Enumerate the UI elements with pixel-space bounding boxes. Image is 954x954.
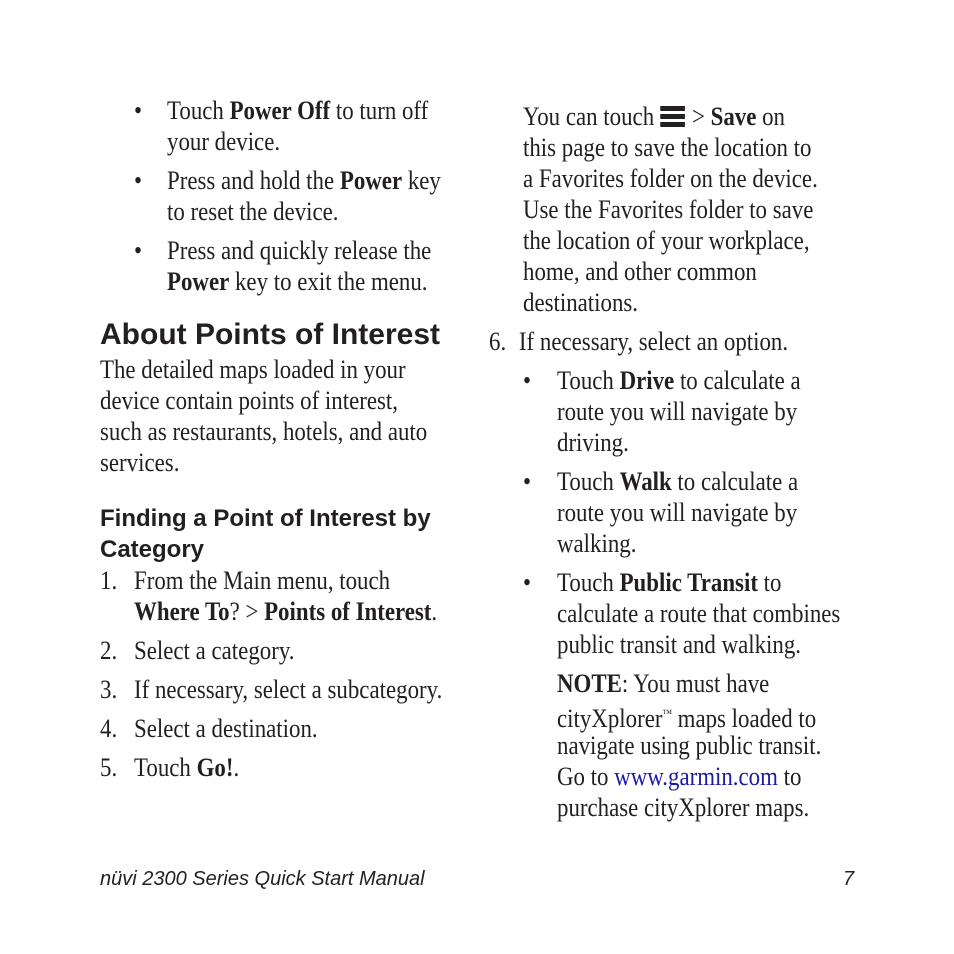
text-line	[167, 235, 460, 266]
note-text: purchase cityXplorer maps.	[557, 793, 810, 822]
text-run: driving.	[557, 428, 629, 457]
text-line	[167, 196, 460, 227]
text-run: route you will navigate by	[557, 498, 798, 527]
bullet-item	[100, 235, 500, 297]
text-run: Touch	[557, 467, 620, 496]
note-line	[557, 730, 876, 761]
bullet-item	[489, 466, 919, 559]
text-line	[134, 596, 456, 627]
text-line	[557, 528, 876, 559]
text-run: From the Main menu, touch	[134, 566, 391, 595]
bold-term: Go!	[196, 753, 234, 782]
save-paragraph-line	[523, 101, 871, 132]
note-text: navigate using public transit.	[557, 731, 822, 760]
bold-term: Drive	[619, 366, 675, 395]
note-label: NOTE	[557, 669, 622, 698]
text-run: Press and quickly release the	[167, 236, 432, 265]
text-run: to turn off	[330, 96, 429, 125]
text-run: ? >	[229, 597, 265, 626]
text-run: Touch	[134, 753, 197, 782]
step-number: 1.	[100, 566, 118, 595]
section-body	[100, 354, 500, 478]
bullet-item	[489, 365, 919, 458]
step-item	[100, 752, 500, 783]
note-text: to	[777, 762, 802, 791]
text-run: to calculate a	[671, 467, 799, 496]
bullet-item	[100, 165, 500, 227]
save-button-label: Save	[710, 102, 757, 131]
text-run: key to exit the menu.	[229, 267, 428, 296]
bold-term: Walk	[619, 467, 672, 496]
text-line	[557, 567, 876, 598]
step-number: 5.	[100, 753, 118, 782]
step-item	[100, 674, 500, 705]
bold-term: Points of Interest	[264, 597, 432, 626]
text-line	[167, 165, 460, 196]
text-run: Touch	[557, 568, 620, 597]
save-paragraph-line: this page to save the location to	[523, 133, 812, 162]
text-run: to calculate a	[674, 366, 801, 395]
text-line	[167, 126, 460, 157]
save-paragraph	[489, 101, 919, 318]
text-line	[557, 497, 876, 528]
note-text: cityXplorer	[557, 704, 663, 733]
text-line	[167, 95, 460, 126]
note-text: maps loaded to	[671, 704, 817, 733]
step-number: 2.	[100, 636, 118, 665]
text-run: Touch	[167, 96, 230, 125]
text-run: .	[233, 753, 240, 782]
bold-term: Power Off	[229, 96, 331, 125]
text-run: Touch	[557, 366, 620, 395]
note-line	[557, 761, 876, 792]
text-line	[557, 598, 876, 629]
text-line	[134, 674, 456, 705]
step-item	[100, 713, 500, 744]
step-number: 6.	[489, 327, 507, 356]
section-body-line: services.	[100, 448, 180, 477]
bold-term: Power	[167, 267, 230, 296]
bold-term: Public Transit	[619, 568, 758, 597]
section-body-line: device contain points of interest,	[100, 386, 398, 415]
text-run: .	[431, 597, 438, 626]
right-column	[489, 101, 919, 823]
text-run: key	[402, 166, 441, 195]
note-text: : You must have	[621, 669, 770, 698]
step-number: 3.	[100, 675, 118, 704]
save-paragraph-line: Use the Favorites folder to save	[523, 195, 814, 224]
page-number: 7	[843, 868, 855, 890]
text-run: public transit and walking.	[557, 630, 802, 659]
text-run: Select a category.	[134, 636, 295, 665]
step-number: 4.	[100, 714, 118, 743]
bullet-marker: •	[134, 236, 143, 265]
save-paragraph-line: home, and other common	[523, 257, 757, 286]
text-line	[134, 713, 456, 744]
footer-title: nüvi 2300 Series Quick Start Manual	[100, 868, 425, 890]
note-block	[489, 668, 919, 823]
bullet-marker: •	[523, 467, 532, 496]
text-run: walking.	[557, 529, 637, 558]
text-line	[557, 427, 876, 458]
text-run: route you will navigate by	[557, 397, 798, 426]
text-line	[134, 565, 456, 596]
bullet-marker: •	[523, 568, 532, 597]
save-paragraph-line: the location of your workplace,	[523, 226, 810, 255]
step-item	[100, 635, 500, 666]
power-bullet-list	[100, 95, 500, 297]
note-line	[557, 792, 876, 823]
subsection-heading-line: Category	[100, 536, 205, 563]
text-run: calculate a route that combines	[557, 599, 841, 628]
steps-list	[100, 565, 500, 783]
text-line	[557, 629, 876, 660]
subsection-heading	[100, 503, 500, 565]
text-line	[167, 266, 460, 297]
text-run: to reset the device.	[167, 197, 339, 226]
bullet-item	[100, 95, 500, 157]
garmin-link[interactable]: www.garmin.com	[614, 762, 778, 791]
text-line	[557, 466, 876, 497]
text-run: to	[757, 568, 782, 597]
note-line	[557, 699, 876, 733]
bullet-marker: •	[523, 366, 532, 395]
save-paragraph-line: a Favorites folder on the device.	[523, 164, 818, 193]
text-line	[557, 396, 876, 427]
note-line	[557, 668, 876, 699]
bullet-marker: •	[134, 96, 143, 125]
step-text: If necessary, select an option.	[518, 327, 789, 356]
text-run: Press and hold the	[167, 166, 340, 195]
text-line	[134, 752, 456, 783]
subsection-heading-line: Finding a Point of Interest by	[100, 505, 431, 532]
bold-term: Power	[339, 166, 403, 195]
option-bullet-list	[489, 365, 919, 660]
trademark-symbol: ™	[662, 708, 672, 720]
bold-term: Where To	[134, 597, 230, 626]
save-text-mid: >	[686, 102, 711, 131]
save-text-post: on	[756, 102, 785, 131]
section-body-line: such as restaurants, hotels, and auto	[100, 417, 428, 446]
text-run: Select a destination.	[134, 714, 318, 743]
note-text: Go to	[557, 762, 615, 791]
step-6	[489, 326, 867, 357]
text-line	[557, 365, 876, 396]
save-paragraph-line: destinations.	[523, 288, 639, 317]
step-item	[100, 565, 500, 627]
section-body-line: The detailed maps loaded in your	[100, 355, 406, 384]
text-line	[134, 635, 456, 666]
menu-icon	[660, 106, 685, 127]
text-run: If necessary, select a subcategory.	[134, 675, 443, 704]
text-run: your device.	[167, 127, 281, 156]
bullet-marker: •	[134, 166, 143, 195]
left-column	[100, 95, 500, 783]
save-text-pre: You can touch	[523, 102, 655, 131]
section-heading: About Points of Interest	[100, 318, 440, 351]
bullet-item	[489, 567, 919, 660]
save-paragraph-rest	[523, 132, 919, 318]
